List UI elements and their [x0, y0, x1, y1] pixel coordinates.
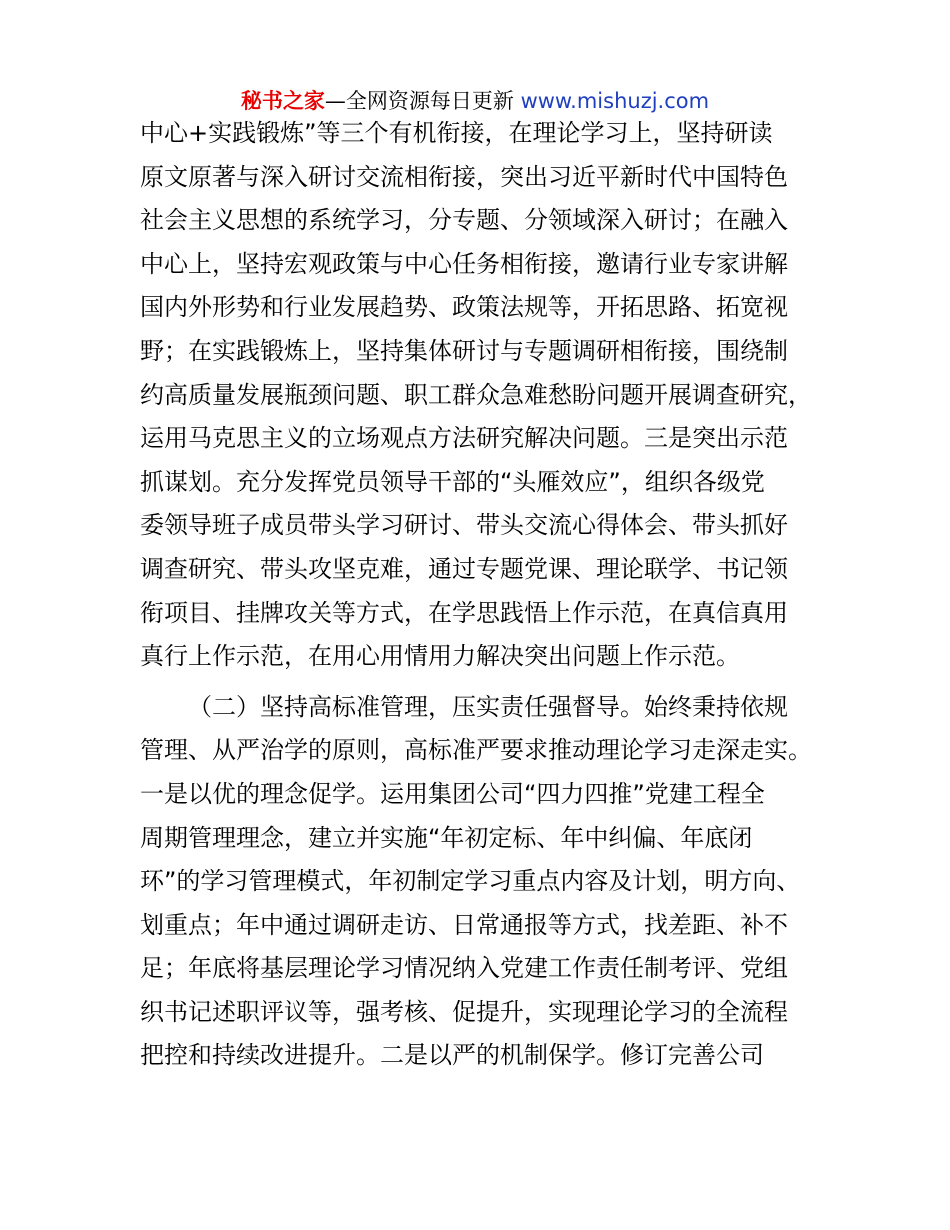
- text-line: 社会主义思想的系统学习，分专题、分领域深入研讨；在融入: [140, 206, 788, 235]
- text-line: 野；在实践锻炼上，坚持集体研讨与专题调研相衔接，围绕制: [140, 336, 788, 365]
- text-line: 约高质量发展瓶颈问题、职工群众急难愁盼问题开展调查研究，: [140, 380, 812, 409]
- text-line: 国内外形势和行业发展趋势、政策法规等，开拓思路、拓宽视: [140, 293, 788, 322]
- text-line: 足；年底将基层理论学习情况纳入党建工作责任制考评、党组: [140, 954, 788, 983]
- paragraph-2: [140, 686, 820, 1078]
- document-body: [140, 112, 820, 1078]
- text-line: 周期管理理念，建立并实施“年初定标、年中纠偏、年底闭: [140, 823, 753, 852]
- text-line: 中心上，坚持宏观政策与中心任务相衔接，邀请行业专家讲解: [140, 249, 788, 278]
- text-line: 运用马克思主义的立场观点方法研究解决问题。三是突出示范: [140, 424, 788, 453]
- text-line: 委领导班子成员带头学习研讨、带头交流心得体会、带头抓好: [140, 511, 788, 540]
- text-line: 调查研究、带头攻坚克难，通过专题党课、理论联学、书记领: [140, 554, 788, 583]
- header-tagline: —全网资源每日更新: [324, 89, 521, 113]
- text-line: 管理、从严治学的原则，高标准严要求推动理论学习走深走实。: [140, 736, 812, 765]
- text-line: （二）坚持高标准管理，压实责任强督导。始终秉持依规: [188, 692, 788, 721]
- text-line: 中心+实践锻炼”等三个有机衔接，在理论学习上，坚持研读: [140, 119, 773, 147]
- text-line: 衔项目、挂牌攻关等方式，在学思践悟上作示范，在真信真用: [140, 598, 788, 627]
- text-line: 织书记述职评议等，强考核、促提升，实现理论学习的全流程: [140, 997, 788, 1026]
- text-line: 抓谋划。充分发挥党员领导干部的“头雁效应”，组织各级党: [140, 467, 765, 496]
- text-line: 一是以优的理念促学。运用集团公司“四力四推”党建工程全: [140, 779, 765, 808]
- text-line: 环”的学习管理模式，年初制定学习重点内容及计划，明方向、: [140, 867, 801, 896]
- text-line: 真行上作示范，在用心用情用力解决突出问题上作示范。: [140, 642, 740, 671]
- text-line: 把控和持续改进提升。二是以严的机制保学。修订完善公司: [140, 1041, 764, 1070]
- text-line: 原文原著与深入研讨交流相衔接，突出习近平新时代中国特色: [140, 162, 788, 191]
- text-line: 划重点；年中通过调研走访、日常通报等方式，找差距、补不: [140, 910, 788, 939]
- brand-name: 秘书之家: [240, 89, 325, 113]
- site-link[interactable]: www.mishuzj.com: [520, 89, 710, 113]
- paragraph-1: [140, 112, 820, 679]
